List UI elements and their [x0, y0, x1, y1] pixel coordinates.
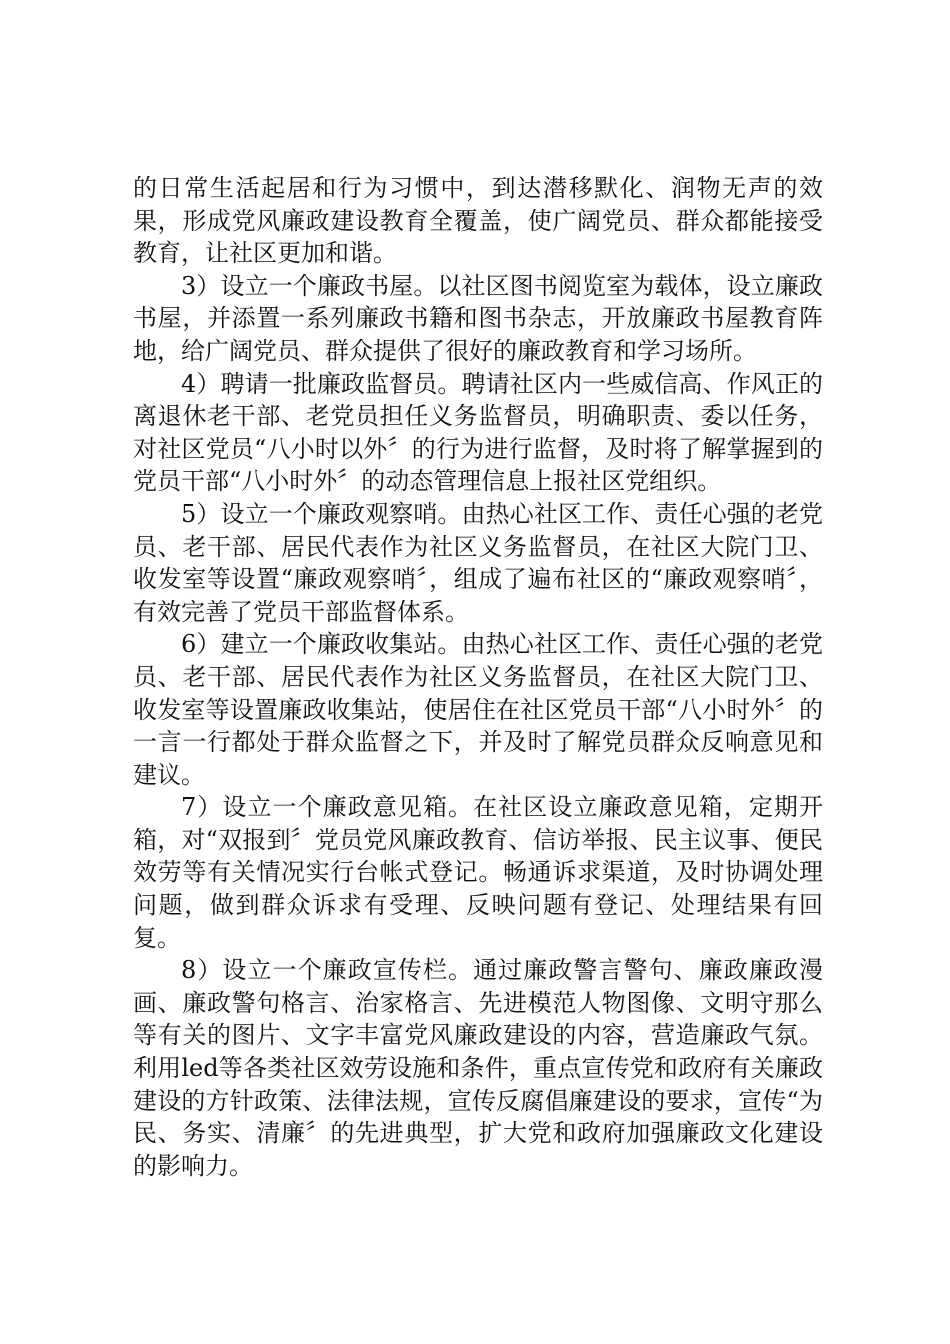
paragraph-item-6: 6）建立一个廉政收集站。由热心社区工作、责任心强的老党员、老干部、居民代表作为社区义务监督员，在社区大院门卫、收发室等设置廉政收集站，使居住在社区党员干部“八小时外〞的一言一行都处于群众监督之下，并及时了解党员群众反响意见和建议。 — [133, 630, 823, 789]
paragraph-item-7: 7）设立一个廉政意见箱。在社区设立廉政意见箱，定期开箱，对“双报到〞党员党风廉政教育、信访举报、民主议事、便民效劳等有关情况实行台帐式登记。畅通诉求渠道，及时协调处理问题，做到群众诉求有受理、反映问题有登记、处理结果有回复。 — [133, 793, 823, 952]
paragraph-continuation: 的日常生活起居和行为习惯中，到达潜移默化、润物无声的效果，形成党风廉政建设教育全覆盖，使广阔党员、群众都能接受教育，让社区更加和谐。 — [133, 174, 823, 268]
document-page — [133, 172, 823, 1182]
paragraph-item-8: 8）设立一个廉政宣传栏。通过廉政警言警句、廉政廉政漫画、廉政警句格言、治家格言、先进模范人物图像、文明守那么等有关的图片、文字丰富党风廉政建设的内容，营造廉政气氛。利用led等各类社区效劳设施和条件，重点宣传党和政府有关廉政建设的方针政策、法律法规，宣传反腐倡廉建设的要求，宣传“为民、务实、清廉〞的先进典型，扩大党和政府加强廉政文化建设的影响力。 — [133, 956, 823, 1180]
paragraph-item-5: 5）设立一个廉政观察哨。由热心社区工作、责任心强的老党员、老干部、居民代表作为社区义务监督员，在社区大院门卫、收发室等设置“廉政观察哨〞，组成了遍布社区的“廉政观察哨〞，有效完善了党员干部监督体系。 — [133, 499, 823, 626]
paragraph-item-3: 3）设立一个廉政书屋。以社区图书阅览室为载体，设立廉政书屋，并添置一系列廉政书籍和图书杂志，开放廉政书屋教育阵地，给广阔党员、群众提供了很好的廉政教育和学习场所。 — [133, 271, 823, 365]
paragraph-item-4: 4）聘请一批廉政监督员。聘请社区内一些威信高、作风正的离退休老干部、老党员担任义务监督员，明确职责、委以任务，对社区党员“八小时以外〞的行为进行监督，及时将了解掌握到的党员干部“八小时外〞的动态管理信息上报社区党组织。 — [133, 369, 823, 496]
